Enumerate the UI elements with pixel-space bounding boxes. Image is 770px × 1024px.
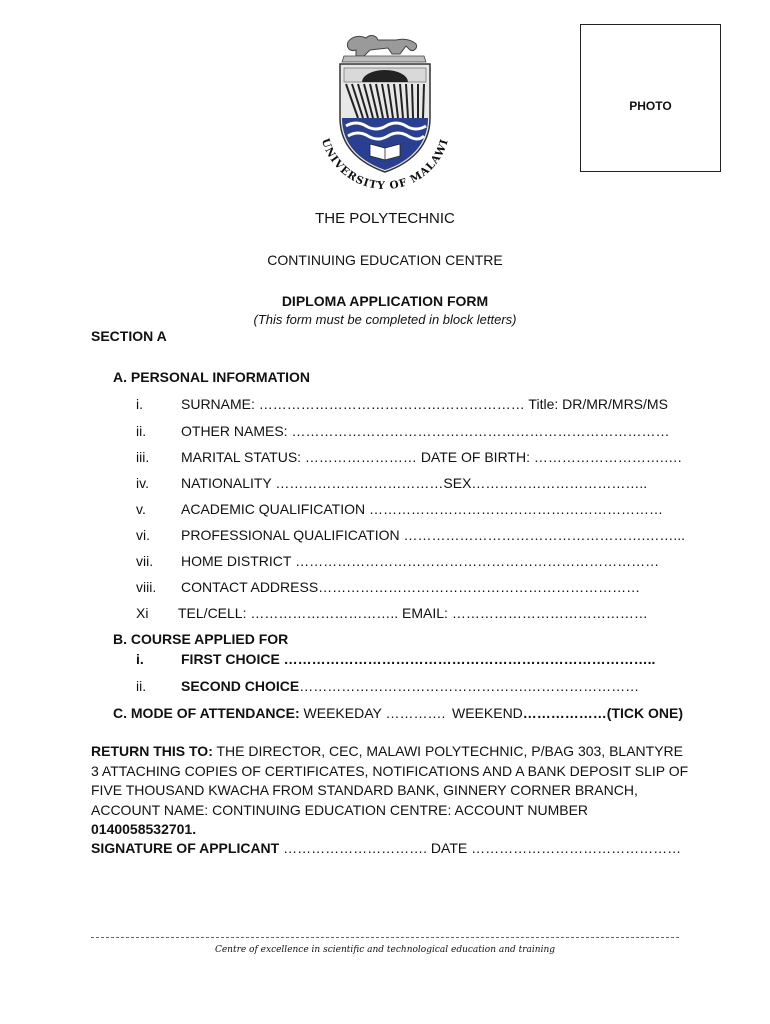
return-instructions	[91, 742, 691, 840]
marital-status-dob-field[interactable]: MARITAL STATUS: …………………… DATE OF BIRTH: ……………………….….	[181, 449, 682, 465]
contact-address-field[interactable]: CONTACT ADDRESS……………………………………………………………	[181, 579, 641, 595]
first-choice-dots: ……………………………………………………………………..	[279, 651, 656, 667]
tel-email-field[interactable]: TEL/CELL: ………………………….. EMAIL: ……………………………………	[178, 605, 648, 621]
footer-motto: Centre of excellence in scientific and technological education and training	[214, 945, 556, 955]
university-crest-icon	[300, 32, 470, 208]
row-number: viii.	[136, 579, 157, 595]
attendance-row	[113, 705, 445, 721]
surname-field[interactable]: SURNAME: ………………………………………………… Title: DR/MR/MRS/MS	[181, 396, 668, 412]
footer-divider	[91, 937, 679, 938]
row-number: i.	[136, 396, 143, 412]
signature-row[interactable]	[91, 840, 681, 856]
centre-name: CONTINUING EDUCATION CENTRE	[267, 252, 503, 268]
row-number: Xi	[136, 605, 149, 621]
first-choice-label: FIRST CHOICE	[181, 651, 280, 667]
return-text: THE DIRECTOR, CEC, MALAWI POLYTECHNIC, P/BAG 303, BLANTYRE 3 ATTACHING COPIES OF CERTIFICATES, NOTIFICATIONS AND A BANK DEPOSIT SLIP OF FIVE THOUSAND KWACHA FROM STANDARD BANK, GINNERY CORNER BRANCH, ACCOUNT NAME: CONTINUING EDUCATION CENTRE: ACCOUNT NUMBER	[91, 743, 689, 818]
photo-box	[580, 24, 721, 172]
form-title: DIPLOMA APPLICATION FORM	[281, 293, 489, 309]
second-choice-label: SECOND CHOICE	[181, 678, 300, 694]
return-label: RETURN THIS TO:	[91, 743, 213, 759]
tick-one-note: (TICK ONE)	[606, 705, 684, 721]
academic-qualification-field[interactable]: ACADEMIC QUALIFICATION ………………………………………………………	[181, 501, 663, 517]
weekend-row	[452, 705, 683, 721]
form-instruction: (This form must be completed in block letters)	[253, 312, 517, 327]
account-number: 0140058532701.	[91, 821, 197, 837]
weekend-dots: ………………	[522, 705, 607, 721]
nationality-sex-field[interactable]: NATIONALITY ………………………………SEX………………………………..	[181, 475, 648, 491]
row-number: vi.	[136, 527, 150, 543]
crest-arc-text: UNIVERSITY OF MALAWI	[318, 137, 451, 193]
row-number: iv.	[136, 475, 149, 491]
personal-info-heading: A. PERSONAL INFORMATION	[113, 369, 311, 385]
first-choice-field[interactable]	[181, 651, 655, 667]
weekend-option[interactable]: WEEKEND	[452, 705, 523, 721]
section-label: SECTION A	[91, 328, 167, 344]
row-number: vii.	[136, 553, 154, 569]
photo-label: PHOTO	[629, 99, 672, 113]
weekday-option[interactable]: WEEKEDAY ………….	[299, 705, 446, 721]
signature-label: SIGNATURE OF APPLICANT	[91, 840, 280, 856]
signature-date-dots: …………………………. DATE ………………………………………	[279, 840, 682, 856]
second-choice-field[interactable]	[181, 678, 639, 694]
row-number: iii.	[136, 449, 150, 465]
home-district-field[interactable]: HOME DISTRICT ……………………………………………………………………	[181, 553, 660, 569]
course-heading: B. COURSE APPLIED FOR	[113, 631, 289, 647]
institution-name: THE POLYTECHNIC	[315, 210, 455, 227]
row-number: ii.	[136, 423, 147, 439]
lion-icon	[342, 36, 426, 62]
row-number: ii.	[136, 678, 147, 694]
row-number: v.	[136, 501, 146, 517]
row-number: i.	[136, 651, 144, 667]
attendance-label: C. MODE OF ATTENDANCE:	[113, 705, 300, 721]
other-names-field[interactable]: OTHER NAMES: ………………………………………………………………………	[181, 423, 670, 439]
second-choice-dots: ………………………………………….……………………	[299, 678, 640, 694]
professional-qualification-field[interactable]: PROFESSIONAL QUALIFICATION …………………………………………….……...	[181, 527, 686, 543]
